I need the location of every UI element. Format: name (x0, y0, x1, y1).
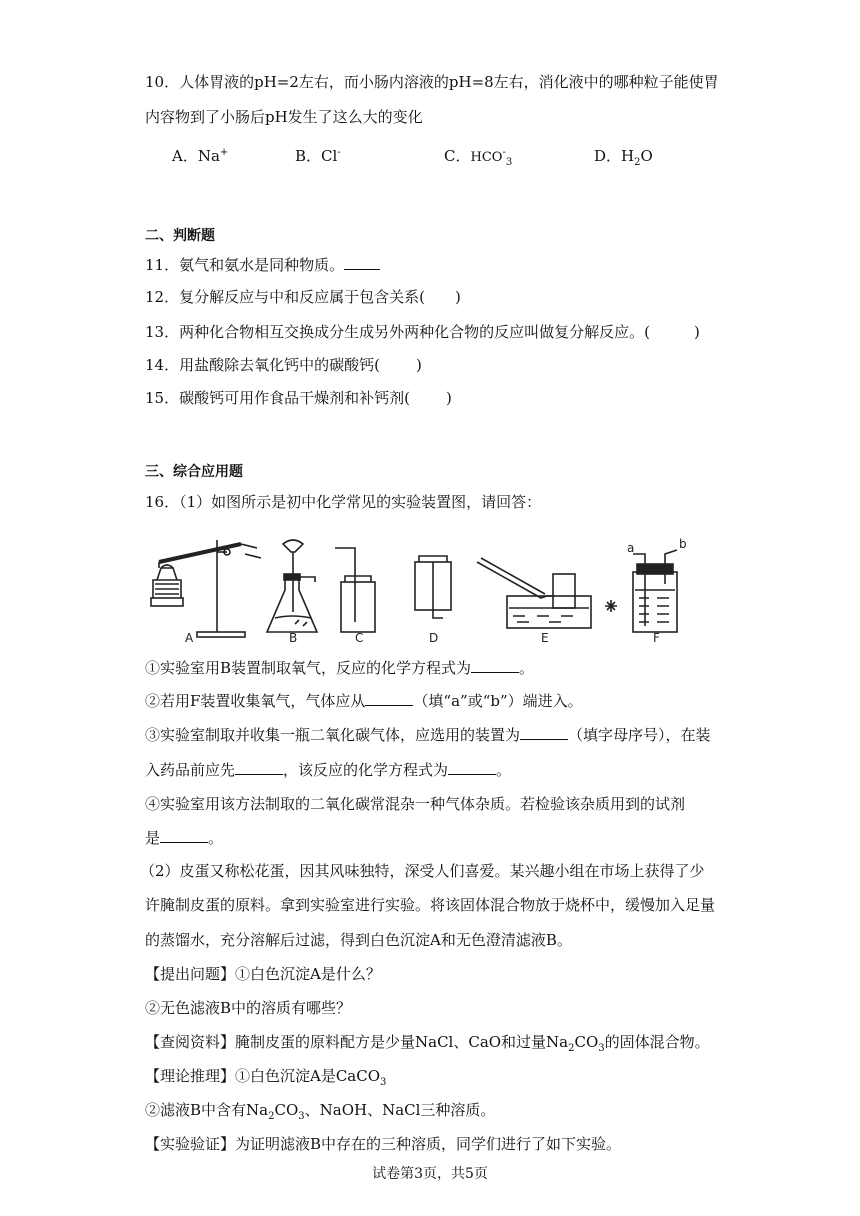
q14: 14．用盐酸除去氧化钙中的碳酸钙( ) (145, 356, 422, 374)
q16-sub3-line2: 入药品前应先 ，该反应的化学方程式为 。 (145, 761, 512, 779)
figure-label-e: E (541, 631, 549, 644)
theory-1: 【理论推理】①白色沉淀A是CaCO$_3$ (145, 1067, 387, 1088)
q13: 13．两种化合物相互交换成分生成另外两种化合物的反应叫做复分解反应。( ) (145, 323, 700, 341)
apparatus-a (151, 540, 261, 637)
apparatus-e (477, 558, 591, 628)
port-label-a: a (627, 541, 635, 555)
apparatus-b (267, 540, 317, 632)
section3-title: 三、综合应用题 (145, 464, 243, 480)
apparatus-c (335, 548, 375, 632)
q16-sub3-blank2[interactable] (235, 760, 283, 775)
q16-sub4-line2: 是 。 (145, 829, 224, 847)
q16-sub2-blank[interactable] (365, 691, 413, 706)
section2-title: 二、判断题 (145, 228, 215, 244)
q10-option-d[interactable]: D．$H_2O$ (594, 147, 653, 168)
reference-material: 【查阅资料】腌制皮蛋的原料配方是少量NaCl、CaO和过量$Na_2CO_3$的固体混合物。 (145, 1033, 710, 1054)
q16-sub2: ②若用F装置收集氧气，气体应从 （填“a”或“b”）端进入。 (145, 692, 583, 710)
q10-option-b[interactable]: B．Cl- (295, 147, 341, 165)
apparatus-d (415, 556, 451, 618)
q10-option-a[interactable]: A．Na+ (172, 147, 229, 165)
q11-answer-blank[interactable] (344, 255, 380, 270)
q16-sub1: ①实验室用B装置制取氧气，反应的化学方程式为 。 (145, 659, 535, 677)
figure-label-b: B (289, 631, 298, 644)
q16-sub1-blank[interactable] (471, 658, 519, 673)
apparatus-f (633, 550, 677, 632)
q16-sub4-line1: ④实验室用该方法制取的二氧化碳常混杂一种气体杂质。若检验该杂质用到的试剂 (145, 795, 686, 813)
q11: 11．氨气和氨水是同种物质。 (145, 255, 380, 275)
figure-label-f: F (653, 631, 660, 644)
figure-label-a: A (185, 631, 194, 644)
q10-line1: 10．人体胃液的pH=2左右，而小肠内溶液的pH=8左右，消化液中的哪种粒子能使胃 (145, 73, 719, 91)
theory-2: ②滤液B中含有$Na_2CO_3$、NaOH、NaCl三种溶质。 (145, 1101, 496, 1122)
experiment-verify: 【实验验证】为证明滤液B中存在的三种溶质，同学们进行了如下实验。 (145, 1135, 622, 1153)
q16-sub4-blank[interactable] (160, 828, 208, 843)
q15: 15．碳酸钙可用作食品干燥剂和补钙剂( ) (145, 389, 452, 407)
figure-label-d: D (429, 631, 439, 644)
q10-option-c[interactable]: C．$HCO^-_3$ (444, 147, 513, 168)
port-label-b: b (679, 537, 687, 551)
figure-label-c: C (355, 631, 364, 644)
q16-sub3-line1: ③实验室制取并收集一瓶二氧化碳气体，应选用的装置为 （填字母序号），在装 (145, 726, 711, 744)
page-footer: 试卷第3页，共5页 (372, 1166, 488, 1182)
q16-sub3-blank1[interactable] (520, 725, 568, 740)
q16-part2-line2: 许腌制皮蛋的原料。拿到实验室进行实验。将该固体混合物放于烧杯中，缓慢加入足量 (145, 896, 716, 914)
q10-line2: 内容物到了小肠后pH发生了这么大的变化 (145, 108, 423, 126)
q16-sub3-blank3[interactable] (448, 760, 496, 775)
q16-intro: 16．（1）如图所示是初中化学常见的实验装置图，请回答： (145, 493, 542, 511)
ask-question-2: ②无色滤液B中的溶质有哪些？ (145, 999, 352, 1017)
lab-apparatus-figure (145, 532, 705, 644)
q16-part2-line3: 的蒸馏水，充分溶解后过滤，得到白色沉淀A和无色澄清滤液B。 (145, 931, 572, 949)
q16-part2-line1: （2）皮蛋又称松花蛋，因其风味独特，深受人们喜爱。某兴趣小组在市场上获得了少 (140, 862, 705, 880)
ask-question-1: 【提出问题】①白色沉淀A是什么？ (145, 965, 381, 983)
q12: 12．复分解反应与中和反应属于包含关系( ) (145, 288, 461, 306)
figure-letter-labels (185, 631, 660, 644)
separator-asterisk-icon (605, 600, 617, 612)
